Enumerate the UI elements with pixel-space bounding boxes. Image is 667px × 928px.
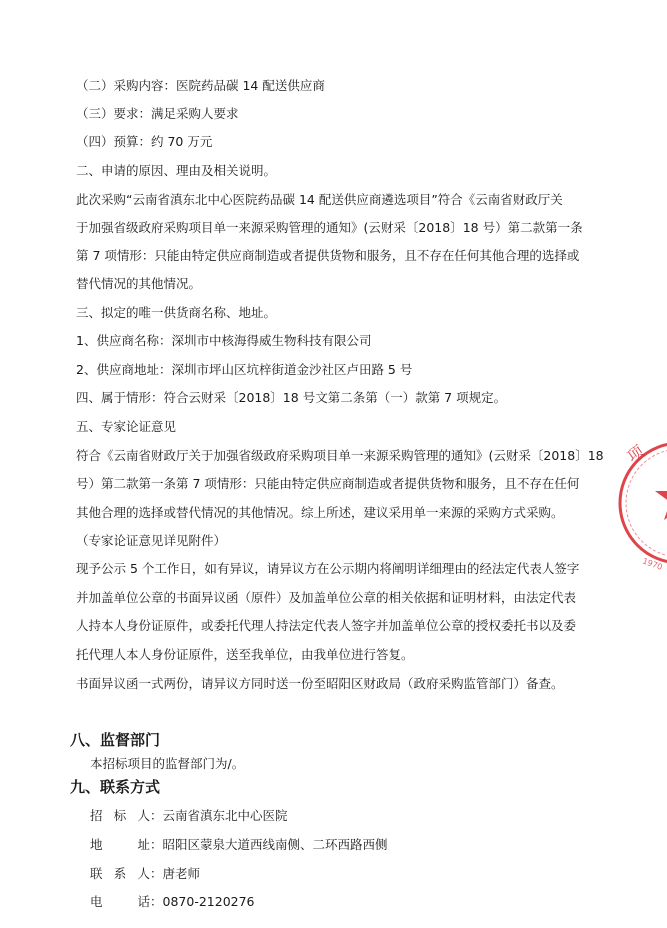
seal-star-icon: [655, 473, 667, 520]
objection-copies-note: 书面异议函一式两份，请异议方同时送一份至昭阳区财政局（政府采购监管部门）备查。: [76, 676, 564, 691]
contact-label: 联系人: [90, 866, 150, 881]
contact-colon: ：: [150, 894, 163, 909]
seal-partial-text: 项: [623, 441, 648, 467]
section-five-paragraph-line: 符合《云南省财政厅关于加强省级政府采购项目单一来源采购管理的通知》(云财采〔2018〕18: [76, 448, 604, 463]
contact-value: 0870-2120276: [162, 894, 255, 909]
objection-paragraph-line: 现予公示 5 个工作日，如有异议，请异议方在公示期内将阐明详细理由的经法定代表人签字: [76, 561, 580, 576]
procurement-requirement: （三）要求：满足采购人要求: [76, 106, 239, 121]
section-five-heading: 五、专家论证意见: [76, 419, 177, 434]
section-two-heading: 二、申请的原因、理由及相关说明。: [76, 163, 277, 178]
contact-colon: ：: [150, 808, 163, 823]
supervision-text: 本招标项目的监督部门为/。: [90, 756, 245, 771]
section-five-paragraph-line: 其他合理的选择或替代情况的其他情况。综上所述，建议采用单一来源的采购方式采购。: [76, 505, 564, 520]
contact-value: 唐老师: [162, 866, 201, 881]
section-two-paragraph-line: 第 7 项情形：只能由特定供应商制造或者提供货物和服务，且不存在任何其他合理的选择或: [76, 248, 580, 263]
contact-value: 昭阳区蒙泉大道西线南侧、二环西路西侧: [162, 837, 388, 852]
seal-outer-ring: [620, 443, 667, 563]
objection-paragraph-line: 托代理人本人身份证原件，送至我单位，由我单位进行答复。: [76, 647, 414, 662]
contact-colon: ：: [150, 866, 163, 881]
contact-row-address: [90, 837, 388, 853]
contact-label: 电话: [90, 894, 150, 909]
expert-opinion-note: （专家论证意见详见附件）: [76, 533, 227, 548]
contact-row-person: [90, 866, 200, 882]
contact-colon: ：: [150, 837, 163, 852]
contact-label: 地址: [90, 837, 150, 852]
section-two-paragraph-line: 替代情况的其他情况。: [76, 276, 202, 291]
procurement-budget: （四）预算：约 70 万元: [76, 134, 213, 149]
section-five-paragraph-line: 号）第二款第一条第 7 项情形：只能由特定供应商制造或者提供货物和服务，且不存在任何: [76, 476, 580, 491]
contact-row-tenderer: [90, 808, 288, 824]
section-two-paragraph-line: 此次采购“云南省滇东北中心医院药品碳 14 配送供应商遴选项目”符合《云南省财政厅关: [76, 192, 563, 207]
objection-paragraph-line: 人持本人身份证原件，或委托代理人持法定代表人签字并加盖单位公章的授权委托书以及委: [76, 618, 577, 633]
seal-partial-number: 1970: [641, 556, 664, 572]
section-eight-heading: 八、监督部门: [70, 731, 161, 749]
section-three-heading: 三、拟定的唯一供货商名称、地址。: [76, 305, 277, 320]
procurement-content: （二）采购内容：医院药品碳 14 配送供应商: [76, 78, 325, 93]
section-four-text: 四、属于情形：符合云财采〔2018〕18 号文第二条第（一）款第 7 项规定。: [76, 390, 507, 405]
section-nine-heading: 九、联系方式: [70, 778, 161, 796]
objection-paragraph-line: 并加盖单位公章的书面异议函（原件）及加盖单位公章的相关依据和证明材料，由法定代表: [76, 590, 577, 605]
contact-row-phone: [90, 894, 255, 910]
official-seal-stamp: [610, 425, 667, 585]
contact-value: 云南省滇东北中心医院: [162, 808, 288, 823]
section-two-paragraph-line: 于加强省级政府采购项目单一来源采购管理的通知》(云财采〔2018〕18 号）第二款第一条: [76, 220, 583, 235]
contact-label: 招标人: [90, 808, 150, 823]
supplier-name: 1、供应商名称：深圳市中核海得威生物科技有限公司: [76, 333, 372, 348]
supplier-address: 2、供应商地址：深圳市坪山区坑梓街道金沙社区卢田路 5 号: [76, 362, 413, 377]
